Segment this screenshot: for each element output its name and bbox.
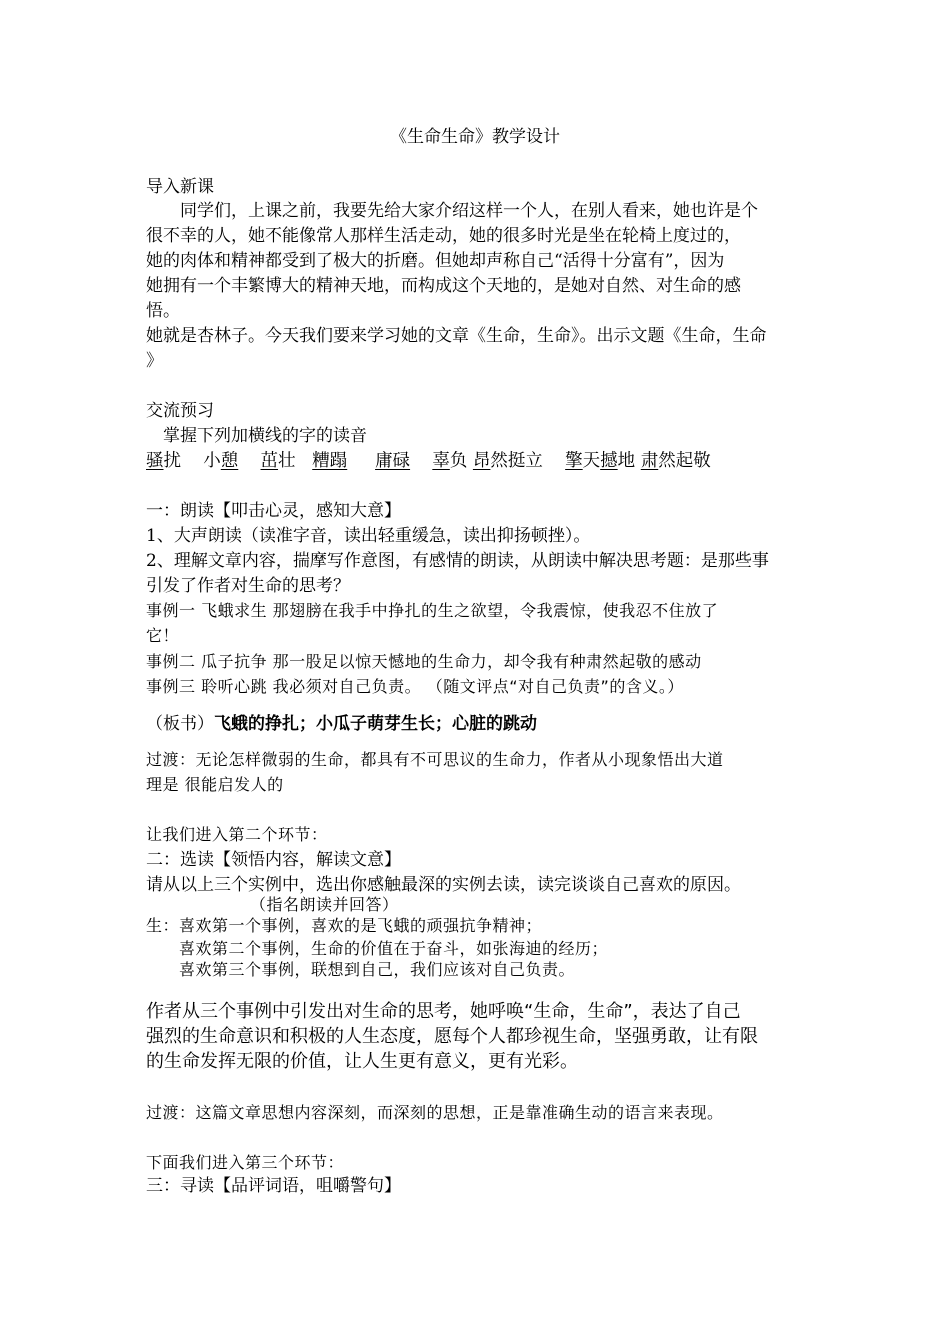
transition-line: 理是 很能启发人的 xyxy=(146,775,284,794)
example-line: 事例三 聆听心跳 我必须对自己负责。 （随文评点“对自己负责”的含义。） xyxy=(146,677,684,696)
section1-heading: 一：朗读【叩击心灵，感知大意】 xyxy=(146,501,401,521)
example-line: 它！ xyxy=(146,626,180,645)
summary-line: 的生命发挥无限的价值，让人生更有意义，更有光彩。 xyxy=(146,1051,578,1072)
section2-note: （指名朗读并回答） xyxy=(250,895,399,914)
vocab-word: 昂然挺立 xyxy=(472,451,543,471)
example-line: 事例一 飞蛾求生 那翅膀在我手中挣扎的生之欲望，令我震惊，使我忍不住放了 xyxy=(146,601,719,620)
intro-paragraph-line: 她拥有一个丰繁博大的精神天地，而构成这个天地的，是她对自然、对生命的感 xyxy=(146,276,741,296)
vocab-word: 骚扰 xyxy=(146,451,181,471)
vocab-word: 辜负 xyxy=(432,451,468,471)
board-notes xyxy=(146,712,537,736)
intro-heading: 导入新课 xyxy=(146,177,214,197)
summary-line: 强烈的生命意识和积极的人生态度，愿每个人都珍视生命，坚强勇敢，让有限 xyxy=(146,1026,758,1047)
answer-line: 喜欢第二个事例，生命的价值在于奋斗，如张海迪的经历； xyxy=(179,939,609,958)
document-title: 《生命生命》教学设计 xyxy=(390,127,560,147)
intro-paragraph-line: 同学们，上课之前，我要先给大家介绍这样一个人，在别人看来，她也许是个 xyxy=(180,201,758,221)
section1-item: 引发了作者对生命的思考？ xyxy=(146,576,350,596)
transition-line: 过渡：无论怎样微弱的生命，都具有不可思议的生命力，作者从小现象悟出大道 xyxy=(146,750,724,769)
summary-line: 作者从三个事例中引发出对生命的思考，她呼唤“生命，生命”，表达了自己 xyxy=(146,1001,741,1022)
intro-paragraph-line: 她就是杏林子。今天我们要来学习她的文章《生命，生命》。出示文题《生命，生命 xyxy=(146,326,767,346)
intro-paragraph-line: 她的肉体和精神都受到了极大的折磨。但她却声称自己“活得十分富有”，因为 xyxy=(146,251,725,271)
section3-heading: 三：寻读【品评词语，咀嚼警句】 xyxy=(146,1176,401,1196)
vocab-word: 肃然起敬 xyxy=(640,451,711,471)
vocab-word: 糟蹋 xyxy=(312,451,348,471)
section2-heading: 二：选读【领悟内容，解读文意】 xyxy=(146,850,401,870)
section1-item: 1、大声朗读（读准字音，读出轻重缓急，读出抑扬顿挫）。 xyxy=(146,526,591,546)
board-prefix: （板书） xyxy=(146,714,214,734)
vocab-list xyxy=(146,449,711,473)
vocab-word: 擎天撼地 xyxy=(565,451,636,471)
transition-line: 过渡：这篇文章思想内容深刻，而深刻的思想，正是靠准确生动的语言来表现。 xyxy=(146,1103,724,1122)
intro-paragraph-line: 悟。 xyxy=(146,301,180,321)
board-text: 飞蛾的挣扎；小瓜子萌芽生长；心脏的跳动 xyxy=(214,714,537,734)
section3-lead: 下面我们进入第三个环节： xyxy=(146,1153,345,1172)
section2-lead: 让我们进入第二个环节： xyxy=(146,825,328,844)
intro-paragraph-line: 很不幸的人，她不能像常人那样生活走动，她的很多时光是坐在轮椅上度过的， xyxy=(146,226,741,246)
answer-line: 生：喜欢第一个事例，喜欢的是飞蛾的顽强抗争精神； xyxy=(146,916,543,935)
section1-item: 2、理解文章内容，揣摩写作意图，有感情的朗读，从朗读中解决思考题：是那些事 xyxy=(146,551,769,571)
answer-line: 喜欢第三个事例，联想到自己，我们应该对自己负责。 xyxy=(179,960,576,979)
vocab-word: 庸碌 xyxy=(375,451,411,471)
vocab-word: 茁壮 xyxy=(260,451,296,471)
intro-paragraph-line: 》 xyxy=(146,351,163,371)
preview-instruction: 掌握下列加横线的字的读音 xyxy=(163,426,367,446)
preview-heading: 交流预习 xyxy=(146,401,214,421)
vocab-word: 小憩 xyxy=(203,451,239,471)
example-line: 事例二 瓜子抗争 那一股足以惊天憾地的生命力，却令我有种肃然起敬的感动 xyxy=(146,652,702,671)
section2-instruction: 请从以上三个实例中，选出你感触最深的实例去读，读完谈谈自己喜欢的原因。 xyxy=(146,875,741,895)
